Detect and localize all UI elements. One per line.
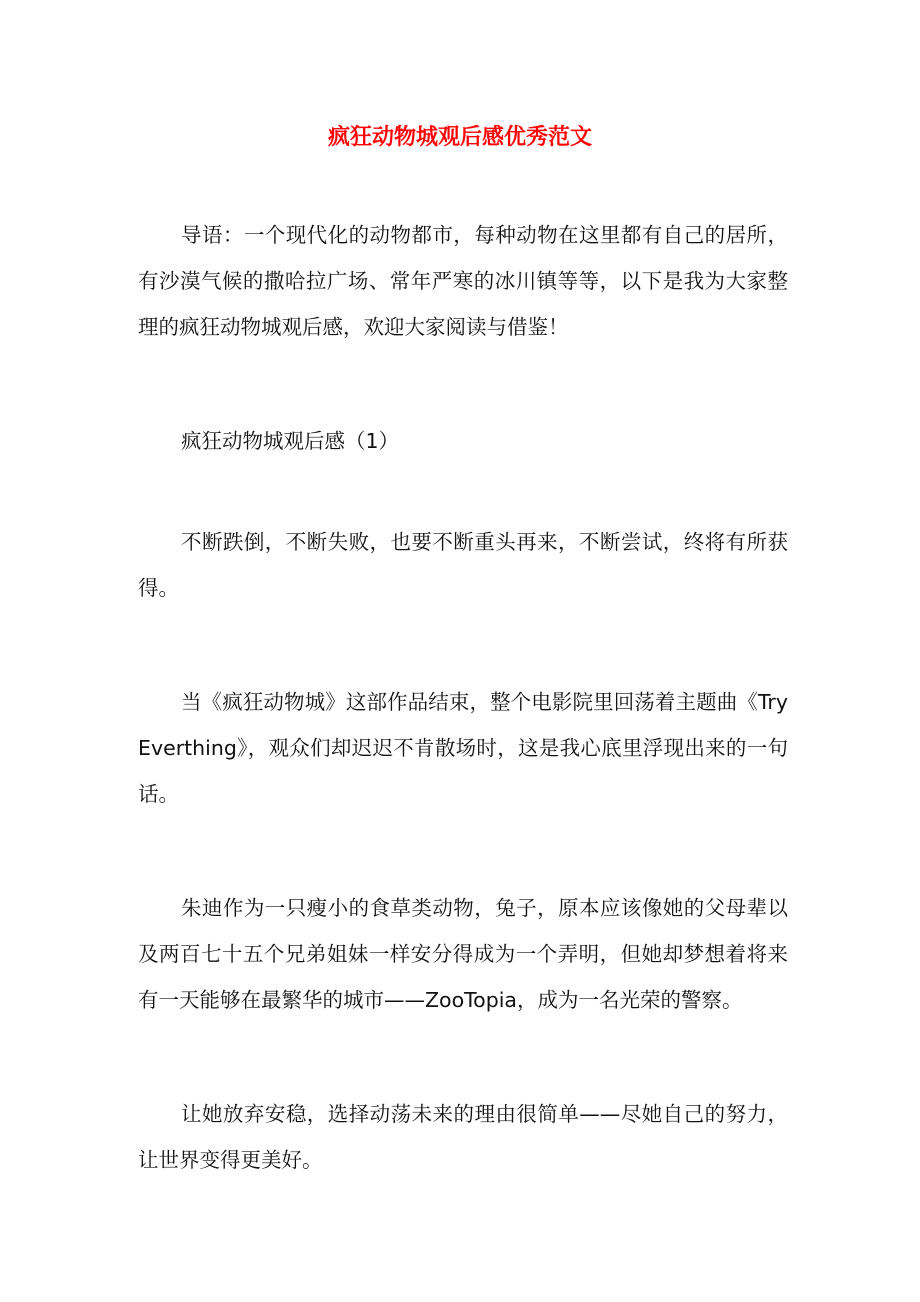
body-paragraph: 让她放弃安稳，选择动荡未来的理由很简单——尽她自己的努力，让世界变得更美好。	[138, 1102, 788, 1172]
body-paragraph: 朱迪作为一只瘦小的食草类动物，兔子，原本应该像她的父母辈以及两百七十五个兄弟姐妹一样安分得成为一个弄明，但她却梦想着将来有一天能够在最繁华的城市——ZooTopia，成为一名光荣的警察。	[138, 896, 788, 1012]
body-paragraph: 不断跌倒，不断失败，也要不断重头再来，不断尝试，终将有所获得。	[138, 530, 788, 600]
body-paragraph: 当《疯狂动物城》这部作品结束，整个电影院里回荡着主题曲《Try Everthing》，观众们却迟迟不肯散场时，这是我心底里浮现出来的一句话。	[138, 690, 788, 806]
section-heading: 疯狂动物城观后感（1）	[181, 429, 400, 453]
document-title: 疯狂动物城观后感优秀范文	[327, 125, 592, 150]
document-body	[138, 212, 788, 1251]
intro-paragraph: 导语：一个现代化的动物都市，每种动物在这里都有自己的居所，有沙漠气候的撒哈拉广场、常年严寒的冰川镇等等，以下是我为大家整理的疯狂动物城观后感，欢迎大家阅读与借鉴！	[138, 223, 788, 339]
